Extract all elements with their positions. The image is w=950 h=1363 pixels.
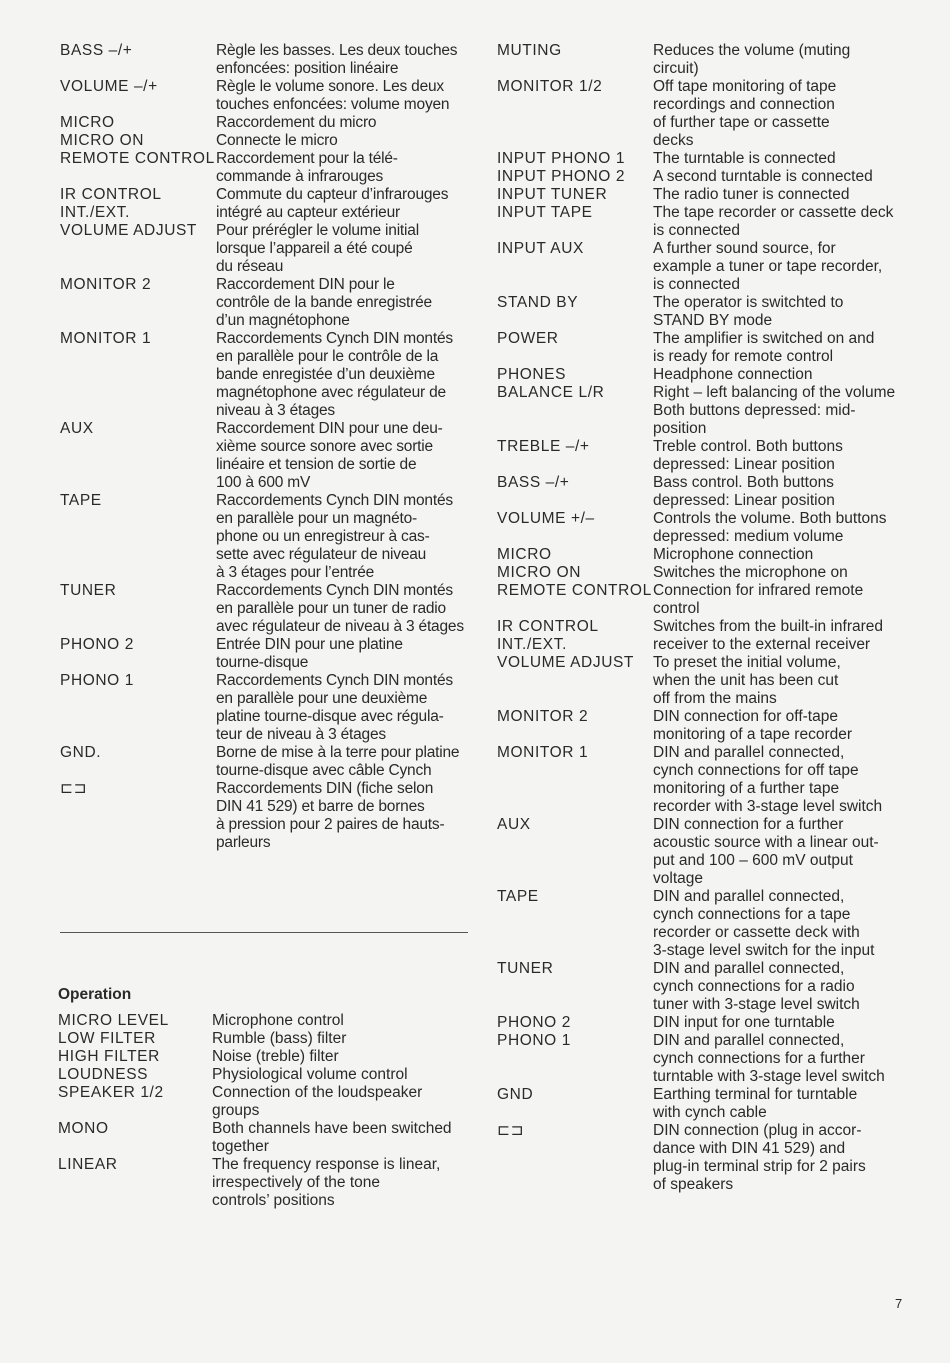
definition-entry: [60, 222, 472, 276]
entry-description: Raccordement DIN pour le contrôle de la bande enregistrée d’un magnétophone: [216, 276, 432, 329]
entry-description: Treble control. Both buttons depressed: Linear position: [653, 438, 843, 473]
definition-entry: [497, 150, 912, 168]
entry-description: DIN connection for a further acoustic source with a linear out- put and 100 – 600 mV output voltage: [653, 816, 879, 887]
definition-entry: [497, 708, 912, 744]
definition-entry: [60, 582, 472, 636]
entry-term: TUNER: [497, 960, 554, 977]
entry-description: Raccordement DIN pour une deu- xième source sonore avec sortie linéaire et tension de sortie de 100 à 600 mV: [216, 420, 443, 491]
entry-description: Connection for infrared remote control: [653, 582, 864, 617]
definition-entry: [497, 960, 912, 1014]
entry-term: INPUT PHONO 1: [497, 150, 626, 167]
entry-term: MICRO ON: [60, 132, 145, 149]
entry-term: LOW FILTER: [58, 1030, 156, 1047]
definition-entry: [497, 888, 912, 960]
entry-term: INPUT PHONO 2: [497, 168, 626, 185]
entry-term: PHONO 1: [497, 1032, 571, 1049]
entry-term: BASS –/+: [497, 474, 570, 491]
definition-entry: [497, 330, 912, 366]
entry-description: Earthing terminal for turntable with cynch cable: [653, 1086, 858, 1121]
entry-term: MICRO LEVEL: [58, 1012, 169, 1029]
definition-entry: [60, 78, 472, 114]
entry-term: TAPE: [60, 492, 102, 509]
entry-term: HIGH FILTER: [58, 1048, 160, 1065]
entry-term: GND.: [60, 744, 102, 761]
entry-description: Microphone control: [212, 1012, 344, 1029]
entry-term: PHONO 2: [497, 1014, 571, 1031]
definition-entry: [497, 564, 912, 582]
entry-term: MONO: [58, 1120, 109, 1137]
definition-entry: [497, 474, 912, 510]
definition-entry: [497, 438, 912, 474]
entry-term: VOLUME ADJUST: [497, 654, 634, 671]
definition-entry: [60, 420, 472, 492]
entry-description: DIN connection (plug in accor- dance with DIN 41 529) and plug-in terminal strip for 2 pairs of speakers: [653, 1122, 866, 1193]
entry-description: DIN input for one turntable: [653, 1014, 835, 1031]
definition-entry: [58, 1012, 472, 1030]
entry-term: BALANCE L/R: [497, 384, 605, 401]
entry-description: Microphone connection: [653, 546, 814, 563]
definition-entry: [497, 204, 912, 240]
entry-term: IR CONTROL INT./EXT.: [497, 618, 599, 653]
entry-term: PHONO 1: [60, 672, 134, 689]
definition-entry: [497, 42, 912, 78]
definition-entry: [497, 384, 912, 438]
entry-description: The operator is switchted to STAND BY mode: [653, 294, 844, 329]
entry-term: INPUT TAPE: [497, 204, 593, 221]
entry-term: STAND BY: [497, 294, 579, 311]
entry-description: DIN and parallel connected, cynch connections for a radio tuner with 3-stage level switch: [653, 960, 860, 1013]
entry-term: MICRO: [497, 546, 552, 563]
operation-list: [58, 1012, 472, 1210]
right-column: [497, 42, 912, 1194]
entry-term: PHONO 2: [60, 636, 134, 653]
entry-term: POWER: [497, 330, 559, 347]
entry-description: Connecte le micro: [216, 132, 338, 149]
entry-description: Controls the volume. Both buttons depressed: medium volume: [653, 510, 887, 545]
entry-term: BASS –/+: [60, 42, 133, 59]
entry-term: INPUT AUX: [497, 240, 584, 257]
entry-description: Raccordements Cynch DIN montés en parallèle pour le contrôle de la bande enregistée d’un deuxième magnétophone avec régulateur de niveau à 3 étages: [216, 330, 453, 419]
entry-description: Switches from the built-in infrared receiver to the external receiver: [653, 618, 884, 653]
entry-description: Règle le volume sonore. Les deux touches enfoncées: volume moyen: [216, 78, 450, 113]
entry-term: ⊏⊐: [60, 780, 88, 797]
entry-term: LINEAR: [58, 1156, 118, 1173]
entry-description: A further sound source, for example a tuner or tape recorder, is connected: [653, 240, 883, 293]
entry-term: MONITOR 1: [497, 744, 589, 761]
entry-description: Raccordement pour la télé- commande à infrarouges: [216, 150, 398, 185]
entry-term: VOLUME ADJUST: [60, 222, 197, 239]
definition-entry: [497, 744, 912, 816]
entry-description: DIN connection for off-tape monitoring of a tape recorder: [653, 708, 853, 743]
definition-entry: [58, 1120, 472, 1156]
entry-term: MICRO: [60, 114, 115, 131]
definition-entry: [497, 240, 912, 294]
definition-entry: [58, 1084, 472, 1120]
entry-description: Raccordements Cynch DIN montés en parallèle pour un tuner de radio avec régulateur de niveau à 3 étages: [216, 582, 464, 635]
entry-description: The turntable is connected: [653, 150, 836, 167]
entry-term: VOLUME +/–: [497, 510, 595, 527]
section-divider: [60, 932, 468, 933]
entry-description: Noise (treble) filter: [212, 1048, 339, 1065]
definition-entry: [60, 186, 472, 222]
entry-description: To preset the initial volume, when the unit has been cut off from the mains: [653, 654, 841, 707]
definition-entry: [497, 78, 912, 150]
entry-term: REMOTE CONTROL: [497, 582, 652, 599]
definition-entry: [60, 150, 472, 186]
definition-entry: [497, 1032, 912, 1086]
entry-description: Right – left balancing of the volume Both buttons depressed: mid- position: [653, 384, 896, 437]
entry-description: A second turntable is connected: [653, 168, 873, 185]
definition-entry: [497, 546, 912, 564]
entry-term: SPEAKER 1/2: [58, 1084, 164, 1101]
entry-term: ⊏⊐: [497, 1122, 525, 1139]
entry-term: AUX: [60, 420, 94, 437]
entry-term: AUX: [497, 816, 531, 833]
entry-term: REMOTE CONTROL: [60, 150, 215, 167]
entry-description: Raccordements Cynch DIN montés en parallèle pour une deuxième platine tourne-disque avec régula- teur de niveau à 3 étages: [216, 672, 453, 743]
entry-description: Règle les basses. Les deux touches enfoncées: position linéaire: [216, 42, 458, 77]
entry-description: Switches the microphone on: [653, 564, 848, 581]
entry-term: MUTING: [497, 42, 562, 59]
definition-entry: [497, 618, 912, 654]
definition-entry: [60, 636, 472, 672]
definition-entry: [497, 582, 912, 618]
entry-description: The amplifier is switched on and is ready for remote control: [653, 330, 875, 365]
entry-description: Raccordements Cynch DIN montés en parallèle pour un magnéto- phone ou un enregistreur à cas- sette avec régulateur de niveau à 3 étages pour l’entrée: [216, 492, 453, 581]
definition-entry: [497, 816, 912, 888]
entry-description: Raccordement du micro: [216, 114, 377, 131]
entry-description: Rumble (bass) filter: [212, 1030, 347, 1047]
definition-entry: [60, 114, 472, 132]
definition-entry: [60, 276, 472, 330]
definition-entry: [58, 1156, 472, 1210]
entry-description: DIN and parallel connected, cynch connections for off tape monitoring of a further tape recorder with 3-stage level switch: [653, 744, 883, 815]
entry-description: Connection of the loudspeaker groups: [212, 1084, 423, 1119]
entry-description: Reduces the volume (muting circuit): [653, 42, 851, 77]
definition-entry: [60, 330, 472, 420]
entry-term: TUNER: [60, 582, 117, 599]
definition-entry: [497, 1086, 912, 1122]
definition-entry: [60, 744, 472, 780]
page-number: 7: [895, 1296, 903, 1311]
definition-entry: [497, 294, 912, 330]
entry-description: The tape recorder or cassette deck is connected: [653, 204, 894, 239]
entry-description: DIN and parallel connected, cynch connections for a tape recorder or cassette deck with 3-stage level switch for the input: [653, 888, 875, 959]
entry-term: GND: [497, 1086, 534, 1103]
entry-term: TAPE: [497, 888, 539, 905]
definition-entry: [58, 1048, 472, 1066]
entry-description: Off tape monitoring of tape recordings and connection of further tape or cassette decks: [653, 78, 837, 149]
entry-description: Both channels have been switched together: [212, 1120, 452, 1155]
entry-term: PHONES: [497, 366, 567, 383]
entry-term: TREBLE –/+: [497, 438, 590, 455]
entry-term: MONITOR 1/2: [497, 78, 603, 95]
definition-entry: [497, 366, 912, 384]
entry-description: Physiological volume control: [212, 1066, 408, 1083]
definition-entry: [60, 672, 472, 744]
definition-entry: [60, 492, 472, 582]
entry-term: MONITOR 1: [60, 330, 152, 347]
definition-entry: [60, 132, 472, 150]
entry-description: Headphone connection: [653, 366, 813, 383]
entry-description: Borne de mise à la terre pour platine tourne-disque avec câble Cynch: [216, 744, 460, 779]
operation-heading: Operation: [58, 986, 132, 1003]
entry-description: Commute du capteur d’infrarouges intégré au capteur extérieur: [216, 186, 449, 221]
definition-entry: [497, 510, 912, 546]
entry-term: MONITOR 2: [497, 708, 589, 725]
entry-term: INPUT TUNER: [497, 186, 608, 203]
entry-term: VOLUME –/+: [60, 78, 158, 95]
entry-description: The frequency response is linear, irrespectively of the tone controls’ positions: [212, 1156, 441, 1209]
definition-entry: [497, 1014, 912, 1032]
definition-entry: [497, 186, 912, 204]
entry-description: Pour prérégler le volume initial lorsque l’appareil a été coupé du réseau: [216, 222, 419, 275]
definition-entry: [497, 168, 912, 186]
definition-entry: [60, 780, 472, 852]
definition-entry: [497, 1122, 912, 1194]
definition-entry: [497, 654, 912, 708]
entry-term: LOUDNESS: [58, 1066, 149, 1083]
entry-description: DIN and parallel connected, cynch connections for a further turntable with 3-stage level switch: [653, 1032, 885, 1085]
entry-description: Raccordements DIN (fiche selon DIN 41 529) et barre de bornes à pression pour 2 paires de hauts- parleurs: [216, 780, 445, 851]
left-column: [60, 42, 472, 852]
entry-term: IR CONTROL INT./EXT.: [60, 186, 162, 221]
entry-description: Bass control. Both buttons depressed: Linear position: [653, 474, 835, 509]
entry-term: MICRO ON: [497, 564, 582, 581]
definition-entry: [58, 1030, 472, 1048]
entry-description: Entrée DIN pour une platine tourne-disque: [216, 636, 403, 671]
entry-term: MONITOR 2: [60, 276, 152, 293]
entry-description: The radio tuner is connected: [653, 186, 850, 203]
definition-entry: [60, 42, 472, 78]
definition-entry: [58, 1066, 472, 1084]
